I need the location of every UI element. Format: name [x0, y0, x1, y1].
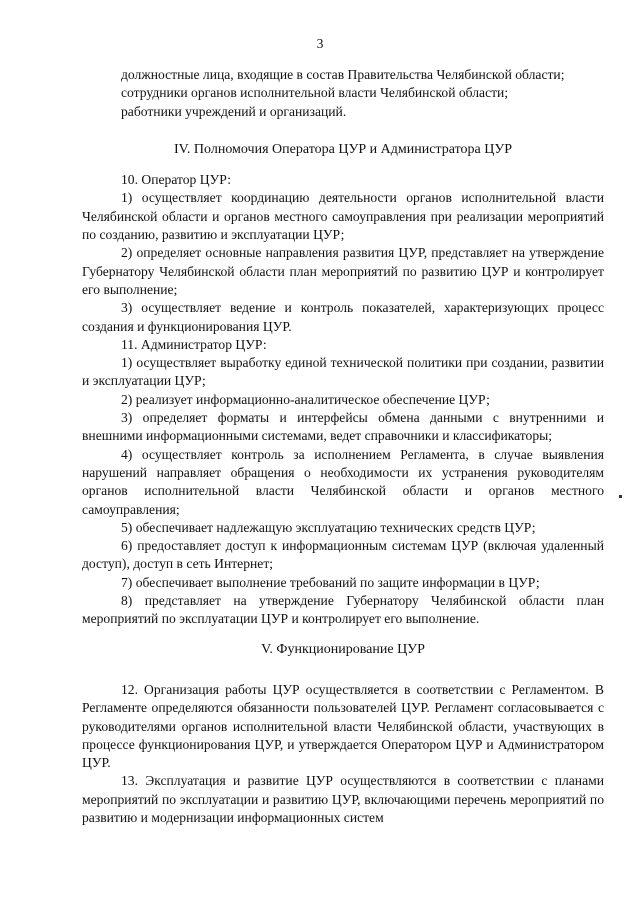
paragraph: 1) осуществляет координацию деятельности органов исполнительной власти Челябинской области и органов местного самоуправления при реализации мероприятий по созданию, развитию и эксплуатации ЦУР; [82, 190, 604, 243]
paragraph: 3) осуществляет ведение и контроль показателей, характеризующих процесс создания и функционирования ЦУР. [82, 300, 604, 334]
paragraph: 13. Эксплуатация и развитие ЦУР осуществляются в соответствии с планами мероприятий по эксплуатации и развитию ЦУР, включающими перечень мероприятий по развитию и модернизации информационных систем [82, 773, 604, 825]
paragraph: 4) осуществляет контроль за исполнением Регламента, в случае выявления нарушений направляет обращения о необходимости их устранения руководителям органов исполнительной власти Челябинской области и органов местного самоуправления; [82, 446, 604, 517]
paragraph: 5) обеспечивает надлежащую эксплуатацию технических средств ЦУР; [121, 519, 536, 535]
paragraph: 1) осуществляет выработку единой технической политики при создании, развитии и эксплуатации ЦУР; [82, 355, 604, 389]
paragraph: сотрудники органов исполнительной власти Челябинской области; [121, 85, 509, 101]
paragraph: работники учреждений и организаций. [121, 103, 347, 119]
paragraph: 10. Оператор ЦУР: [121, 172, 232, 188]
paragraph: 8) представляет на утверждение Губернатору Челябинской области план мероприятий по эксплуатации ЦУР и контролирует его выполнение. [82, 593, 604, 627]
paragraph: 7) обеспечивает выполнение требований по защите информации в ЦУР; [121, 574, 540, 590]
page-body [82, 66, 604, 827]
scan-mark [619, 495, 622, 498]
paragraph: должностные лица, входящие в состав Правительства Челябинской области; [121, 67, 565, 82]
page-number: 3 [316, 36, 324, 51]
paragraph: 12. Организация работы ЦУР осуществляется в соответствии с Регламентом. В Регламенте определяются обязанности пользователей ЦУР. Регламент согласовывается с руководителями органов исполнительной власти Челябинской области, участвующих в процессе функционирования ЦУР, и утверждается Оператором ЦУР и Администратором ЦУР. [82, 681, 604, 771]
paragraph: 2) определяет основные направления развития ЦУР, представляет на утверждение Губернатору Челябинской области план мероприятий по развитию ЦУР и контролирует его выполнение; [82, 245, 604, 297]
section-heading: V. Функционирование ЦУР [261, 641, 425, 657]
paragraph: 3) определяет форматы и интерфейсы обмена данными с внутренними и внешними информационными системами, ведет справочники и классификаторы; [82, 410, 604, 444]
paragraph: 6) предоставляет доступ к информационным системам ЦУР (включая удаленный доступ), доступ в сеть Интернет; [82, 538, 604, 572]
section-heading: IV. Полномочия Оператора ЦУР и Администратора ЦУР [173, 141, 513, 157]
paragraph: 11. Администратор ЦУР: [121, 336, 267, 352]
paragraph: 2) реализует информационно-аналитическое обеспечение ЦУР; [121, 391, 490, 407]
